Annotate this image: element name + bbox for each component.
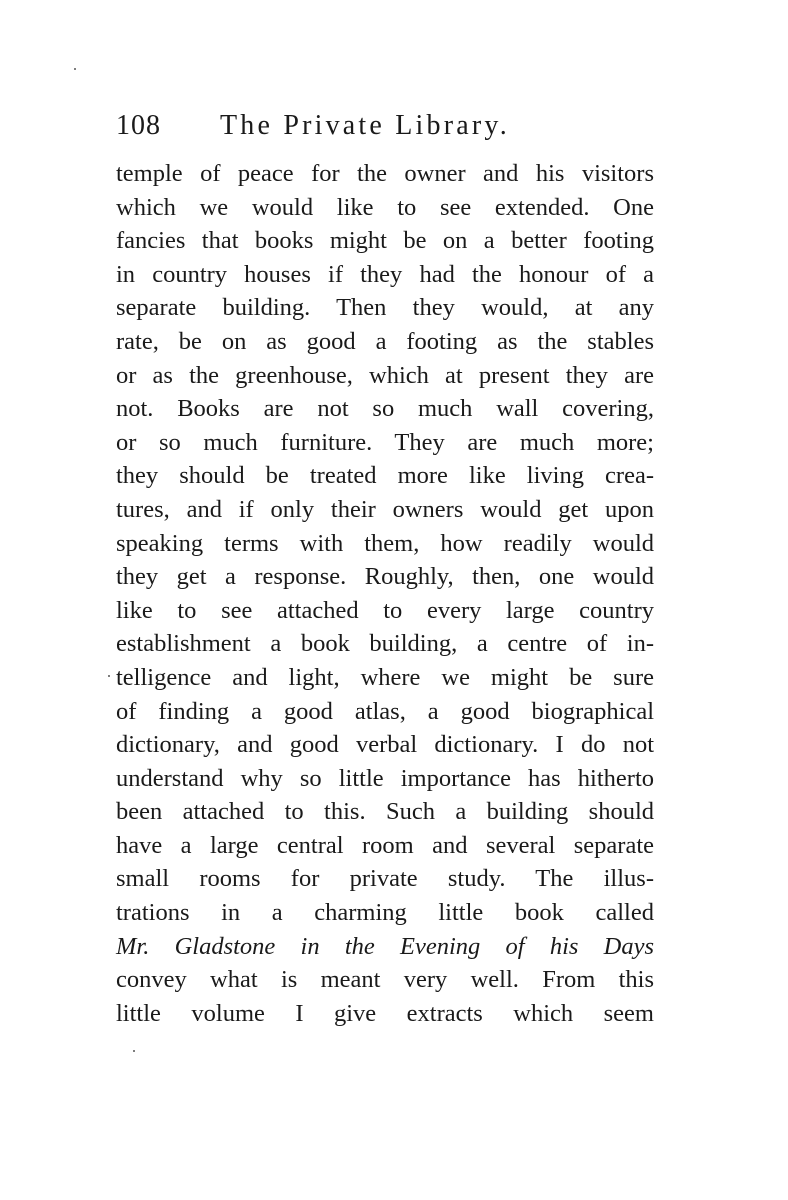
text-line: establishment a book building, a centre of in- xyxy=(116,630,654,658)
text-line: telligence and light, where we might be sure xyxy=(116,663,654,691)
text-line: like to see attached to every large country xyxy=(116,596,654,624)
text-line: small rooms for private study. The illus- xyxy=(116,865,654,893)
text-line: understand why so little importance has hitherto xyxy=(116,764,654,792)
text-line: or as the greenhouse, which at present they are xyxy=(116,361,654,389)
text-line: they should be treated more like living crea- xyxy=(116,462,654,490)
text-line: fancies that books might be on a better footing xyxy=(116,227,654,255)
text-line: convey what is meant very well. From this xyxy=(116,966,654,994)
text-line: not. Books are not so much wall covering, xyxy=(116,395,654,423)
running-title: The Private Library. xyxy=(220,110,510,141)
text-line: temple of peace for the owner and his visitors xyxy=(116,160,654,187)
text-line: tures, and if only their owners would get upon xyxy=(116,495,654,523)
text-line: separate building. Then they would, at any xyxy=(116,294,654,322)
book-title-line: Mr. Gladstone in the Evening of his Days xyxy=(116,932,654,960)
text-line: trations in a charming little book called xyxy=(116,899,654,927)
running-head xyxy=(116,106,676,146)
page-number: 108 xyxy=(116,110,161,141)
text-line: been attached to this. Such a building should xyxy=(116,798,654,826)
text-line: rate, be on as good a footing as the stables xyxy=(116,327,654,355)
text-line: have a large central room and several separate xyxy=(116,831,654,859)
text-line: or so much furniture. They are much more; xyxy=(116,428,654,456)
text-line: in country houses if they had the honour of a xyxy=(116,260,654,288)
text-line: speaking terms with them, how readily would xyxy=(116,529,654,557)
text-line: of finding a good atlas, a good biographical xyxy=(116,697,654,725)
paper-speck xyxy=(133,1050,135,1052)
text-line: dictionary, and good verbal dictionary. I do not xyxy=(116,731,654,759)
paper-speck xyxy=(74,68,76,70)
text-line: which we would like to see extended. One xyxy=(116,193,654,221)
body-text xyxy=(116,157,654,1030)
text-line: they get a response. Roughly, then, one would xyxy=(116,563,654,591)
paper-speck xyxy=(108,675,110,677)
text-line: little volume I give extracts which seem xyxy=(116,999,654,1027)
